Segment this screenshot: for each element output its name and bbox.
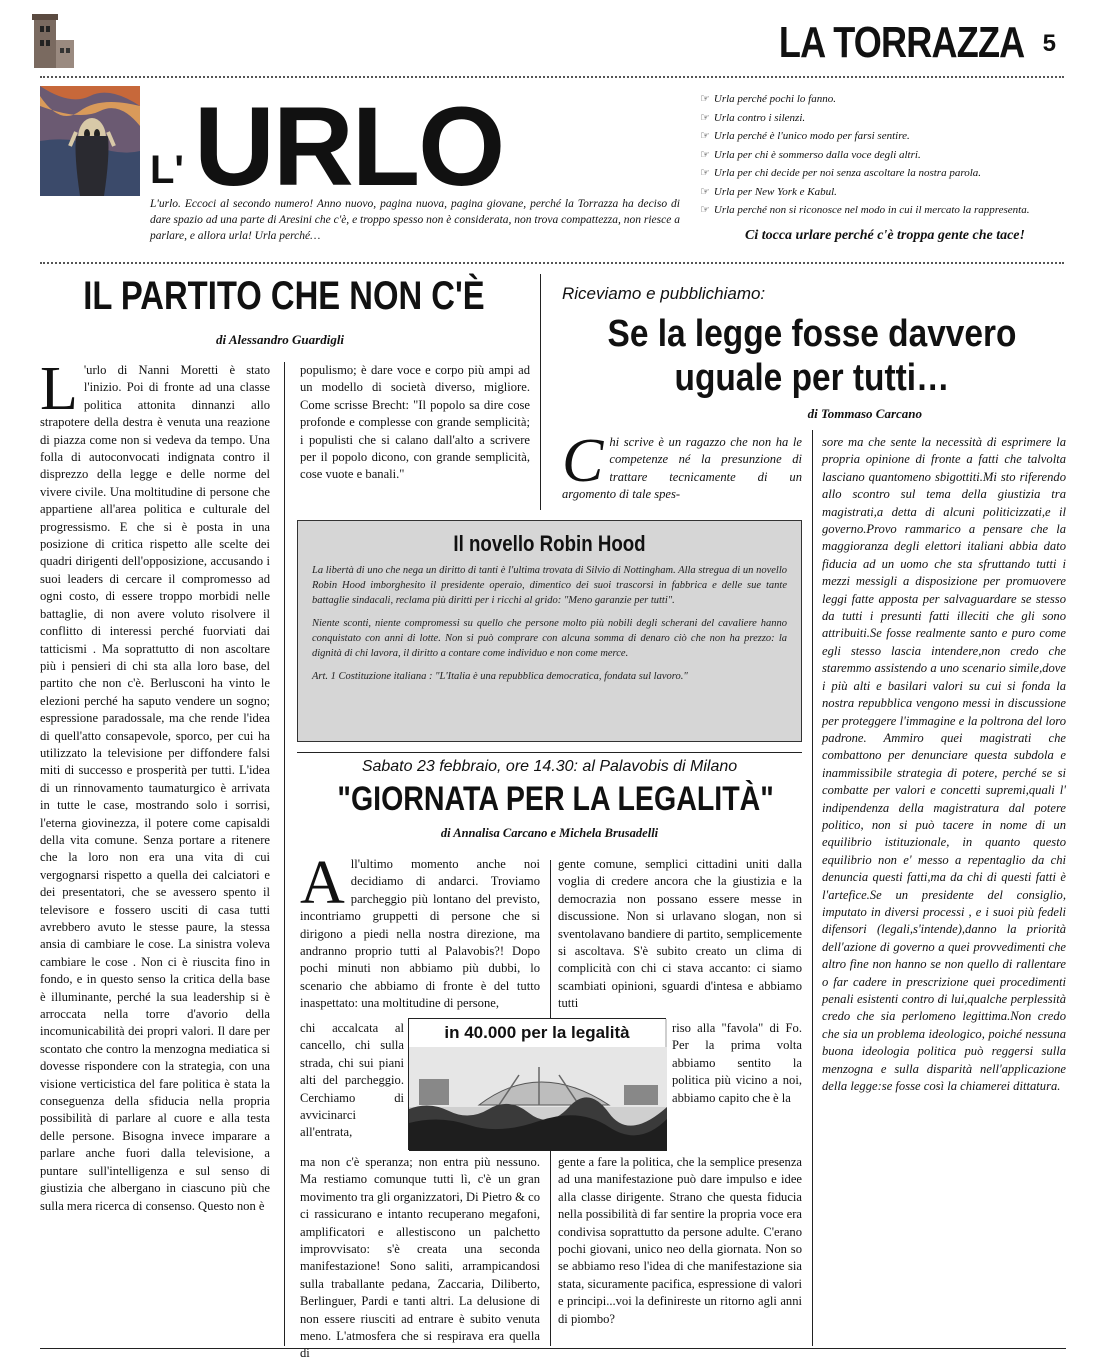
robin-hood-box xyxy=(297,520,802,742)
article1-byline: di Alessandro Guardigli xyxy=(215,332,345,347)
article1-title: IL PARTITO CHE NON C'È xyxy=(83,274,485,318)
column-divider xyxy=(540,274,541,510)
pointing-hand-icon: ☞ xyxy=(700,166,710,179)
page-number: 5 xyxy=(1042,30,1056,57)
list-item: ☞ Urla contro i silenzi. xyxy=(700,110,806,124)
article1-column-2: populismo; è dare voce e corpo più ampi ad un modello di società diverso, migliore. Come scrisse Brecht: "Il popolo sa dire cose profonde e complesse con grande semplicità; i populisti che si calano dall'alto a scrivere per il popolo dicono, con grande semplicità, cose vuote e banali." xyxy=(300,363,530,482)
pointing-hand-icon: ☞ xyxy=(700,92,710,105)
urla-list xyxy=(700,90,1070,220)
list-item: ☞ Urla per New York e Kabul. xyxy=(700,184,837,198)
footer-rule xyxy=(40,1348,1066,1349)
dropcap: A xyxy=(300,849,345,917)
dropcap: L xyxy=(40,355,78,423)
article3-column-1-wrap: chi accalcata al cancello, chi sulla strada, chi sui piani alti del parcheggio. Cerchiamo di avvicinarci all'entrata, xyxy=(300,1021,404,1140)
article3-kicker: Sabato 23 febbraio, ore 14.30: al Palavobis di Milano xyxy=(361,758,738,775)
column-divider xyxy=(284,362,285,1346)
pointing-hand-icon: ☞ xyxy=(700,110,710,124)
urlo-title-letters xyxy=(193,84,504,209)
pointing-hand-icon: ☞ xyxy=(700,203,710,216)
article3-column-2-end: gente a fare la politica, che la semplice presenza ad una manifestazione può dare impulso e idee alla classe dirigente. Strano che questa fiducia nella possibilità di far sentire la propria voce era condivisa soprattutto da persone adulte. C'erano pochi giovani, unico neo della giornata. Non so se abbiamo reso l'idea di che manifestazione sia stata, sicuramente pacifica, espressione di valori e principi...voi la definireste un ritorno agli anni di piombo? xyxy=(558,1155,802,1326)
section-divider xyxy=(297,752,802,753)
robin-hood-paragraph: La libertà di uno che nega un diritto di tanti è l'ultima trovata di Silvio di Nottingham. Alla stregua di un novello Robin Hood imborghesito il presidente operaio, dimentico dei suoi trascorsi in fabbrica e delle sue tante battaglie sindacali, reclama più diritti per i ricchi al grido: "Meno garanzie per tutti". xyxy=(312,565,787,606)
urlo-intro: L'urlo. Eccoci al secondo numero! Anno nuovo, pagina nuova, pagina giovane, perché la Torrazza ha deciso di dare spazio ad una parte di Aresini che c'è, e troppo spesso non è considerata, non trova compattezza, non riesce a parlare, e allora urla! Urla perché… xyxy=(150,198,680,242)
tower-logo xyxy=(28,10,76,70)
robin-hood-paragraph: Niente sconti, niente compromessi su quello che persone molto più nobili degli scherani del cavaliere hanno conquistato con anni di lotte. Non si può comprare con alcuna somma di denaro ciò che non ha prezzo: la dignità di chi lavora, il diritto a contare come individuo e non come merce. xyxy=(312,618,787,659)
article3-byline: di Annalisa Carcano e Michela Brusadelli xyxy=(440,826,659,840)
article2-column: sore ma che sente la necessità di esprimere la propria opinione di fronte a fatti che talvolta lasciano quantomeno sbigottiti.Mi sto riferendo allo scontro sul tema della giustizia tra magistrati,a detta di alcuni politicizzati,e il governo.Provo rammarico a pensare che la maggioranza degli elettori italiani abbia dato fiducia ad un uomo che sta sfruttando tutti i mezzi messigli a disposizione per promuovere leggi fatte apposta per salvaguardare se stesso da tutti i presunti fatti illeciti che gli sono attribuiti.Se fosse realmente santo e puro come egli stesso lascia intendere,non credo che staremmo assistendo a uno scenario simile,dove i più alti e basilari valori su cui si fonda la nostra repubblica vengono messi in discussione per proteggere l'immagine e la poltrona del loro padrone. Ammiro quei magistrati che combattono per denunciare questa subdola e inammissibile strategia di potere, perché se si combatte per valori e concetti supremi,quali l' indipendenza della magistratura dal potere politico, non si può tacere in nome di un equilibrio istituzionale, in quanto questo equilibrio non e' messo a repentaglio da chi denuncia questi fatti,ma da chi di questi fatti è l'artefice.Se un presidente del consiglio, imputato in diversi processi , e i suoi più fedeli difensori (legali,s'intende),danno la priorità dell'azione di governo a quei provvedimenti che altro fine non hanno se non quello di rallentare o far cadere in prescrizione quei procedimenti penali esistenti contro di lui,qualche perplessità credo che sia perlomeno legittima.Non credo che sia un problema ideologico, poiché nessuna buona ideologia politica può reggersi sulla menzogna e sulla disparità nell'applicazione della legge:se fosse così la chiamerei dittatura. xyxy=(822,435,1066,1094)
dropcap: C xyxy=(562,427,604,495)
article2-byline: di Tommaso Carcano xyxy=(807,406,922,421)
masthead-title: LA TORRAZZA xyxy=(778,18,1024,67)
urlo-title xyxy=(150,84,562,209)
urlo-letter-u: U xyxy=(193,84,273,209)
pointing-hand-icon: ☞ xyxy=(700,184,710,198)
list-item: ☞ Urla per chi decide per noi senza ascoltare la nostra parola. xyxy=(700,166,982,179)
urlo-letter-r: R xyxy=(272,84,352,209)
rally-photo xyxy=(408,1018,666,1150)
banner-divider xyxy=(40,262,1064,264)
robin-hood-quote: Art. 1 Costituzione italiana : "L'Italia è una repubblica democratica, fondata sul lavoro." xyxy=(312,671,688,682)
article3-column-2: gente comune, semplici cittadini uniti dalla voglia di credere ancora che la giustizia e la democrazia non possano essere messe in discussione. Non si urlavano slogan, non si sventolavano bandiere di partito, semplicemente si ascoltava. S'è subito creato un clima di complicità con chi ci stava accanto: ci siamo scambiati opinioni, sguardi d'intesa e abbiamo tutti xyxy=(558,857,802,1011)
robin-hood-title: Il novello Robin Hood xyxy=(453,531,646,556)
header-divider xyxy=(40,76,1064,78)
article2-title: Se la legge fosse davvero uguale per tutti… xyxy=(607,313,1017,399)
article3-column-1-end: ma non c'è speranza; non entra più nessuno. Ma restiamo comunque tutti lì, c'è un gran movimento tra gli organizzatori, Di Pietro & co ci rassicurano e intanto recuperano megafoni, amplificatori e allestiscono un palchetto improvvisato: s'è creata una seconda manifestazione! Sono saliti, arrampicandosi sulla traballante pedana, Zaccaria, Diliberto, Berlinguer, Pardi e tanti altri. La delusione di non essere riusciti ad entrare è subito venuta meno. L'atmosfera che si respirava era quella di xyxy=(300,1155,540,1361)
photo-caption: in 40.000 per la legalità xyxy=(409,1019,665,1047)
list-item: ☞ Urla perché è l'unico modo per farsi sentire. xyxy=(700,129,910,142)
article3-column-2-wrap: riso alla "favola" di Fo. Per la prima volta abbiamo sentito la politica più vicino a noi, abbiamo capito che è la xyxy=(672,1021,802,1105)
article2-lead: Chi scrive è un ragazzo che non ha le competenze né la presunzione di trattare tecnicamente di un argomento di tale spes- xyxy=(562,427,802,502)
article3-title: "GIORNATA PER LA LEGALITÀ" xyxy=(337,780,774,818)
the-scream-illustration xyxy=(40,86,140,196)
urlo-letter-o: O xyxy=(418,84,504,209)
list-item: ☞ Urla perché non si riconosce nel modo in cui il mercato la rappresenta. xyxy=(700,203,1030,216)
urlo-title-prefix: L' xyxy=(150,148,184,192)
article1-column-1: L 'urlo di Nanni Moretti è stato l'inizio. Poi di fronte ad una classe politica attonita dinnanzi allo strapotere della destra è venuta una reazione di piazza come non si vedeva da tempo. Una folla di autoconvocati indignata contro il disprezzo della legge e delle norme del vivere civile. Una moltitudine di persone che appartiene all'area politica e culturale del progressismo. E che si è posta in una posizione di critica rispetto alle scelte dei quadri dirigenti dell'opposizione, accusando i suoi leaders di cercare il compromesso ad ogni costo, di essere troppo morbidi nelle battaglie, di non avere voluto risolvere il conflitto di interessi perché fuorviati dai tatticismi . Ma soprattutto di non ascoltare più i pensieri di chi sta alla loro base, del partito che non c'è. Berlusconi ha vinto le elezioni perché ha saputo vendere un sogno; espressione paradossale, ma che rende l'idea di quell'atto consapevole, sporco, per cui ha utilizzato la televisione per diffondere falsi miti di successo e prosperità per tutti. L'idea di un rinnovamento taumaturgico è arrivata in tutte le case, mostrando solo i sorrisi, l'eterna giovinezza, il potere come capisaldi della vita comune. Senza portare a ritenere che la loro non era una vita di cui vergognarsi rispetto a quella dei calciatori e dei presentatori, che se avessero spento il televisore e fossero usciti di casa tutti avrebbero avuto le stesse paure, la stessa ansia di cambiare le cose. La sinistra voleva cambiare le cose . Non ci è riuscita fino in fondo, e in questo senso la critica della base è illuminante, perché la sua leadership si è arroccata nella torre d'avorio della incomunicabilità dei propri valori. Il dare per scontato che contro la menzogna mediatica si dovesse rispondere con la strategia, con una visione verticistica del fare politica è stata la conseguenza della sfiducia nella propria possibilità di parlare al cuore e alla testa delle persone. Bisogna invece imparare a parlare anche fuori dalla televisione, a puntare sull'intelligenza e sul senso di giustizia che albergano in ciascuno più che sulla mera ricerca di consenso. Questo non è xyxy=(40,355,270,1213)
article3-column-1: All'ultimo momento anche noi decidiamo di andarci. Troviamo parcheggio più lontano del previsto, incontriamo gruppetti di persone che si dirigono a piedi nella nostra direzione, ma andranno proprio tutti al Palavobis?! Dopo pochi minuti non abbiamo più dubbi, lo scenario che abbiamo di fronte è del tutto inaspettato: una moltitudine di persone, xyxy=(300,849,540,1011)
pointing-hand-icon: ☞ xyxy=(700,129,710,142)
urlo-letter-l: L xyxy=(351,84,419,209)
list-item: ☞ Urla per chi è sommerso dalla voce degli altri. xyxy=(700,147,921,161)
urlo-tagline: Ci tocca urlare perché c'è troppa gente che tace! xyxy=(745,228,1025,243)
column-divider xyxy=(812,430,813,1346)
pointing-hand-icon: ☞ xyxy=(700,147,710,161)
article2-kicker: Riceviamo e pubblichiamo: xyxy=(562,284,766,303)
list-item: ☞ Urla perché pochi lo fanno. xyxy=(700,92,836,105)
